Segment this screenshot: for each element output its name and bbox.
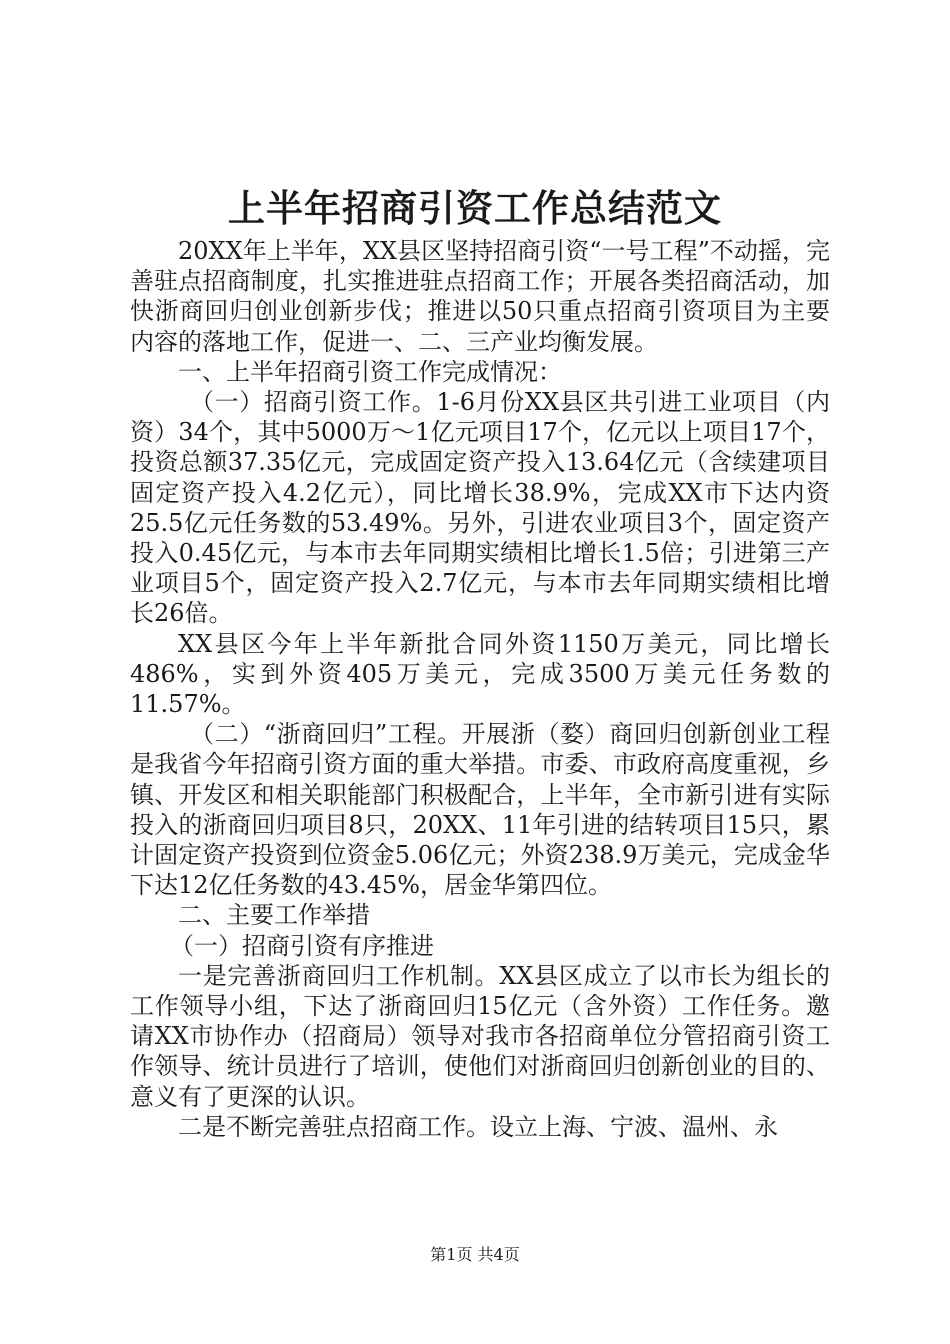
- paragraph-intro: 20XX年上半年，XX县区坚持招商引资“一号工程”不动摇，完善驻点招商制度，扎实推进驻点招商工作；开展各类招商活动，加快浙商回归创业创新步伐；推进以50只重点招商引资项目为主要内容的落地工作，促进一、二、三产业均衡发展。: [130, 237, 830, 356]
- heading-subsection-one: （一）招商引资有序推进: [170, 931, 434, 960]
- paragraph-zheshang-return: （二）“浙商回归”工程。开展浙（婺）商回归创新创业工程是我省今年招商引资方面的重大举措。市委、市政府高度重视，乡镇、开发区和相关职能部门积极配合，上半年，全市新引进有实际投入的浙商回归项目8只，20XX、11年引进的结转项目15只，累计固定资产投资到位资金5.06亿元；外资238.9万美元，完成金华下达12亿任务数的43.45%，居金华第四位。: [130, 720, 830, 900]
- paragraph-station-investment: 二是不断完善驻点招商工作。设立上海、宁波、温州、永: [178, 1112, 778, 1141]
- paragraph-investment-work: （一）招商引资工作。1-6月份XX县区共引进工业项目（内资）34个，其中5000万～1亿元项目17个，亿元以上项目17个，投资总额37.35亿元，完成固定资产投入13.64亿元（含续建项目固定资产投入4.2亿元），同比增长38.9%，完成XX市下达内资25.5亿元任务数的53.49%。另外，引进农业项目3个，固定资产投入0.45亿元，与本市去年同期实绩相比增长1.5倍；引进第三产业项目5个，固定资产投入2.7亿元，与本市去年同期实绩相比增长26倍。: [130, 388, 830, 628]
- document-body: [130, 236, 830, 1142]
- paragraph-mechanism: 一是完善浙商回归工作机制。XX县区成立了以市长为组长的工作领导小组，下达了浙商回归15亿元（含外资）工作任务。邀请XX市协作办（招商局）领导对我市各招商单位分管招商引资工作领导、统计员进行了培训，使他们对浙商回归创新创业的目的、意义有了更深的认识。: [130, 961, 830, 1111]
- heading-section-one: 一、上半年招商引资工作完成情况：: [178, 357, 562, 386]
- heading-section-two: 二、主要工作举措: [178, 901, 370, 930]
- page-title: 上半年招商引资工作总结范文: [228, 186, 722, 230]
- page-footer: 第1页 共4页: [430, 1245, 520, 1264]
- paragraph-foreign-capital: XX县区今年上半年新批合同外资1150万美元，同比增长486%，实到外资405万美元，完成3500万美元任务数的11.57%。: [130, 629, 830, 719]
